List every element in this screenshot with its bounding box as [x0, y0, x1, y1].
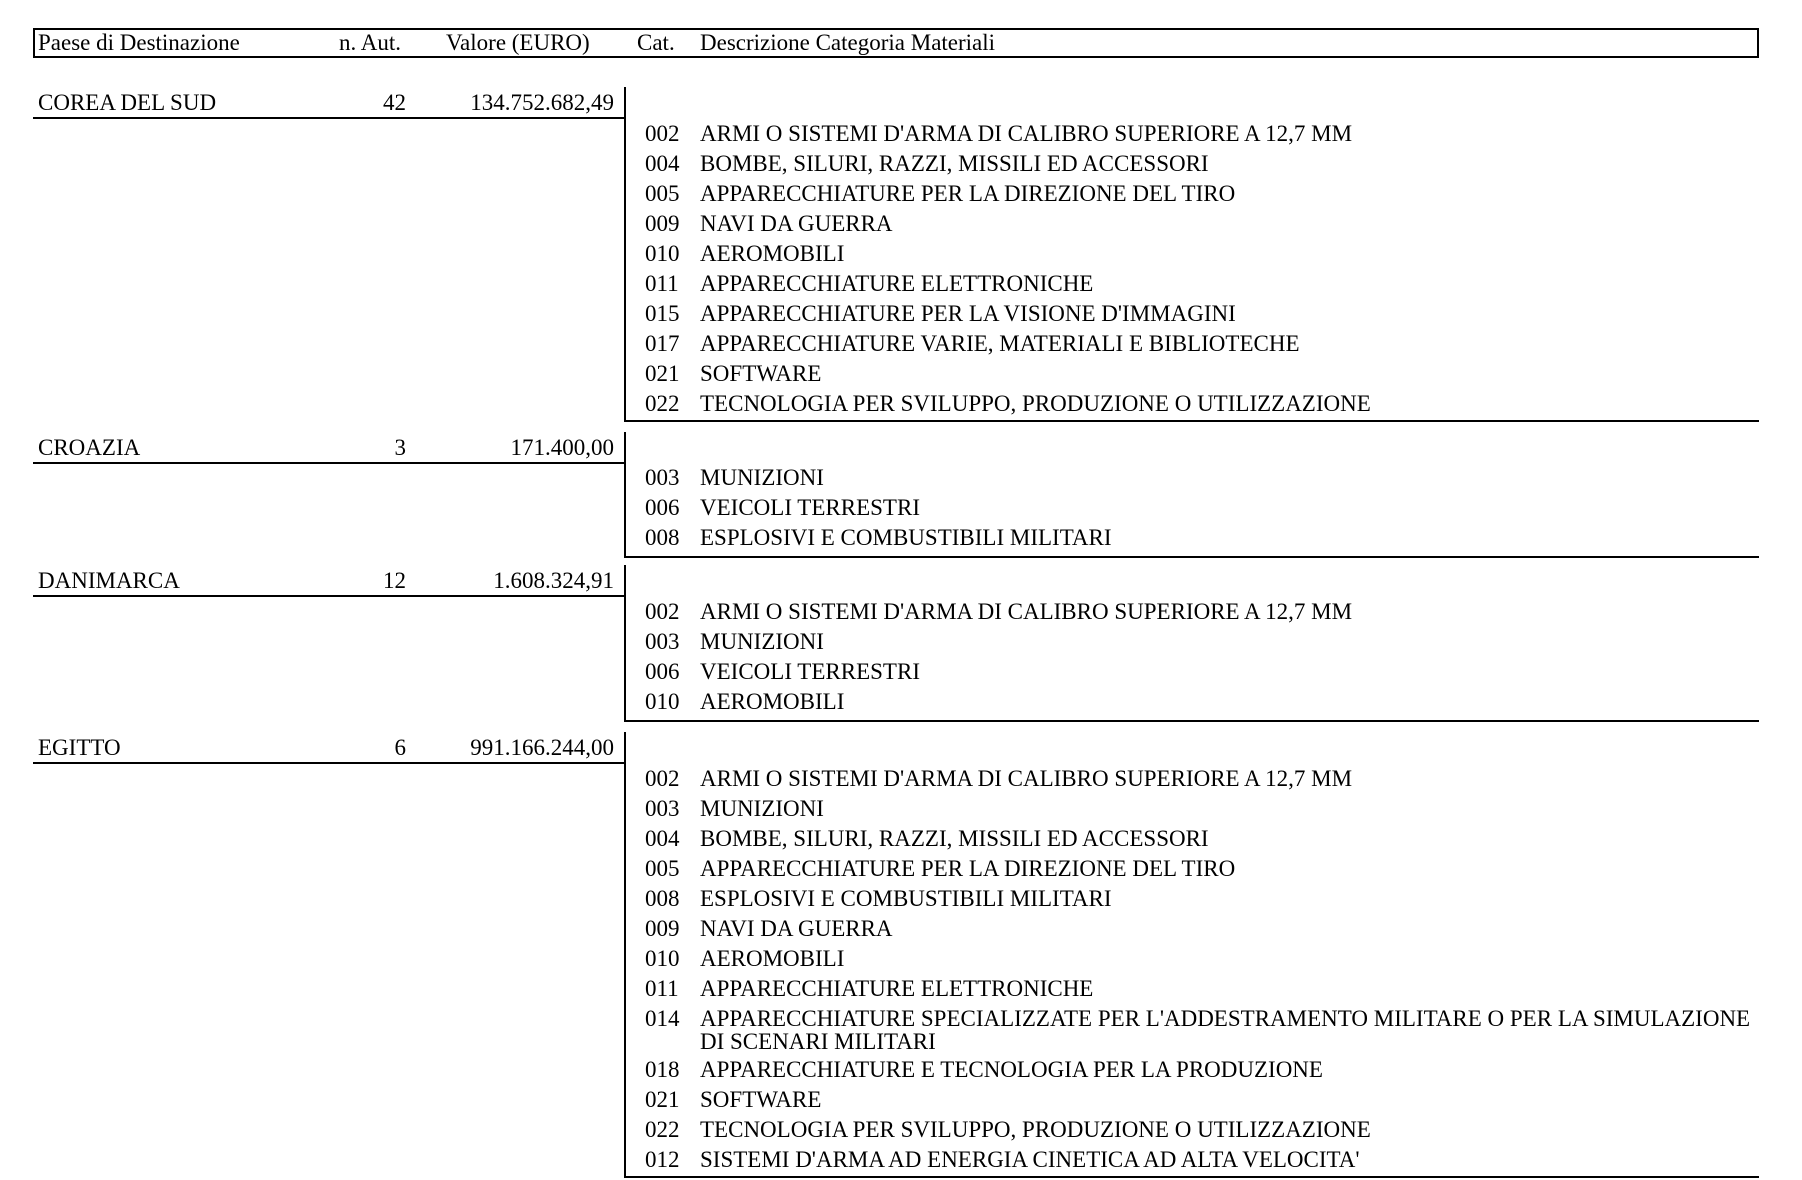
- category-description: ARMI O SISTEMI D'ARMA DI CALIBRO SUPERIORE A 12,7 MM: [700, 599, 1353, 624]
- header-country: Paese di Destinazione: [38, 30, 240, 55]
- authorization-count: 12: [383, 568, 406, 593]
- country-underline: [33, 117, 625, 119]
- category-code: 021: [645, 361, 680, 386]
- category-code: 005: [645, 181, 680, 206]
- country-underline: [33, 462, 625, 464]
- authorization-count: 3: [394, 435, 406, 460]
- category-code: 010: [645, 241, 680, 266]
- category-description: NAVI DA GUERRA: [700, 211, 893, 236]
- category-description: MUNIZIONI: [700, 629, 824, 654]
- category-code: 012: [645, 1147, 680, 1172]
- category-description: APPARECCHIATURE PER LA VISIONE D'IMMAGINI: [700, 301, 1236, 326]
- category-code: 022: [645, 1117, 680, 1142]
- category-description: NAVI DA GUERRA: [700, 916, 893, 941]
- value-euro: 1.608.324,91: [493, 568, 614, 593]
- category-code: 009: [645, 211, 680, 236]
- category-code: 004: [645, 151, 680, 176]
- category-description: ARMI O SISTEMI D'ARMA DI CALIBRO SUPERIORE A 12,7 MM: [700, 121, 1353, 146]
- block-bottom-rule: [624, 420, 1759, 422]
- category-code: 010: [645, 946, 680, 971]
- value-euro: 991.166.244,00: [470, 735, 614, 760]
- category-description: APPARECCHIATURE E TECNOLOGIA PER LA PRODUZIONE: [700, 1057, 1323, 1082]
- category-code: 002: [645, 121, 680, 146]
- category-description: TECNOLOGIA PER SVILUPPO, PRODUZIONE O UTILIZZAZIONE: [700, 391, 1371, 416]
- category-description: MUNIZIONI: [700, 465, 824, 490]
- category-code: 002: [645, 766, 680, 791]
- category-description: ESPLOSIVI E COMBUSTIBILI MILITARI: [700, 525, 1112, 550]
- category-code: 010: [645, 689, 680, 714]
- category-description: AEROMOBILI: [700, 689, 845, 714]
- block-bottom-rule: [624, 1176, 1759, 1178]
- country-underline: [33, 595, 625, 597]
- category-description: MUNIZIONI: [700, 796, 824, 821]
- category-description: AEROMOBILI: [700, 241, 845, 266]
- category-description: APPARECCHIATURE ELETTRONICHE: [700, 976, 1094, 1001]
- country-name: EGITTO: [38, 735, 121, 760]
- country-name: DANIMARCA: [38, 568, 180, 593]
- category-code: 002: [645, 599, 680, 624]
- block-bottom-rule: [624, 720, 1759, 722]
- category-description: APPARECCHIATURE SPECIALIZZATE PER L'ADDESTRAMENTO MILITARE O PER LA SIMULAZIONE: [700, 1006, 1751, 1031]
- category-code: 009: [645, 916, 680, 941]
- authorization-count: 6: [394, 735, 406, 760]
- category-description: VEICOLI TERRESTRI: [700, 495, 920, 520]
- category-description-continued: DI SCENARI MILITARI: [700, 1029, 936, 1050]
- category-description: APPARECCHIATURE ELETTRONICHE: [700, 271, 1094, 296]
- category-code: 022: [645, 391, 680, 416]
- category-description: BOMBE, SILURI, RAZZI, MISSILI ED ACCESSORI: [700, 826, 1209, 851]
- category-code: 015: [645, 301, 680, 326]
- value-euro: 134.752.682,49: [470, 90, 614, 115]
- header-n-aut: n. Aut.: [339, 30, 401, 55]
- category-code: 003: [645, 796, 680, 821]
- category-description: ESPLOSIVI E COMBUSTIBILI MILITARI: [700, 886, 1112, 911]
- category-description: APPARECCHIATURE PER LA DIREZIONE DEL TIRO: [700, 181, 1236, 206]
- country-underline: [33, 762, 625, 764]
- category-description: TECNOLOGIA PER SVILUPPO, PRODUZIONE O UTILIZZAZIONE: [700, 1117, 1371, 1142]
- category-code: 018: [645, 1057, 680, 1082]
- authorization-count: 42: [383, 90, 406, 115]
- category-code: 017: [645, 331, 680, 356]
- category-code: 006: [645, 495, 680, 520]
- category-description: SOFTWARE: [700, 1087, 822, 1112]
- category-code: 006: [645, 659, 680, 684]
- category-code: 003: [645, 465, 680, 490]
- category-code: 014: [645, 1006, 680, 1031]
- category-description: APPARECCHIATURE VARIE, MATERIALI E BIBLIOTECHE: [700, 331, 1300, 356]
- category-description: BOMBE, SILURI, RAZZI, MISSILI ED ACCESSORI: [700, 151, 1209, 176]
- value-euro: 171.400,00: [510, 435, 614, 460]
- category-code: 003: [645, 629, 680, 654]
- category-bracket-line: [624, 732, 626, 1177]
- category-code: 011: [645, 271, 679, 296]
- header-value: Valore (EURO): [446, 30, 590, 55]
- country-name: COREA DEL SUD: [38, 90, 217, 115]
- block-bottom-rule: [624, 556, 1759, 558]
- category-description: SISTEMI D'ARMA AD ENERGIA CINETICA AD ALTA VELOCITA': [700, 1147, 1360, 1172]
- category-code: 008: [645, 525, 680, 550]
- category-description: APPARECCHIATURE PER LA DIREZIONE DEL TIRO: [700, 856, 1236, 881]
- category-description: VEICOLI TERRESTRI: [700, 659, 920, 684]
- category-description: SOFTWARE: [700, 361, 822, 386]
- country-name: CROAZIA: [38, 435, 141, 460]
- category-code: 021: [645, 1087, 680, 1112]
- category-description: AEROMOBILI: [700, 946, 845, 971]
- category-code: 008: [645, 886, 680, 911]
- category-description: ARMI O SISTEMI D'ARMA DI CALIBRO SUPERIORE A 12,7 MM: [700, 766, 1353, 791]
- category-bracket-line: [624, 432, 626, 557]
- category-code: 005: [645, 856, 680, 881]
- header-cat: Cat.: [637, 30, 675, 55]
- category-code: 004: [645, 826, 680, 851]
- header-description: Descrizione Categoria Materiali: [700, 30, 996, 55]
- category-bracket-line: [624, 87, 626, 421]
- category-code: 011: [645, 976, 679, 1001]
- category-bracket-line: [624, 565, 626, 721]
